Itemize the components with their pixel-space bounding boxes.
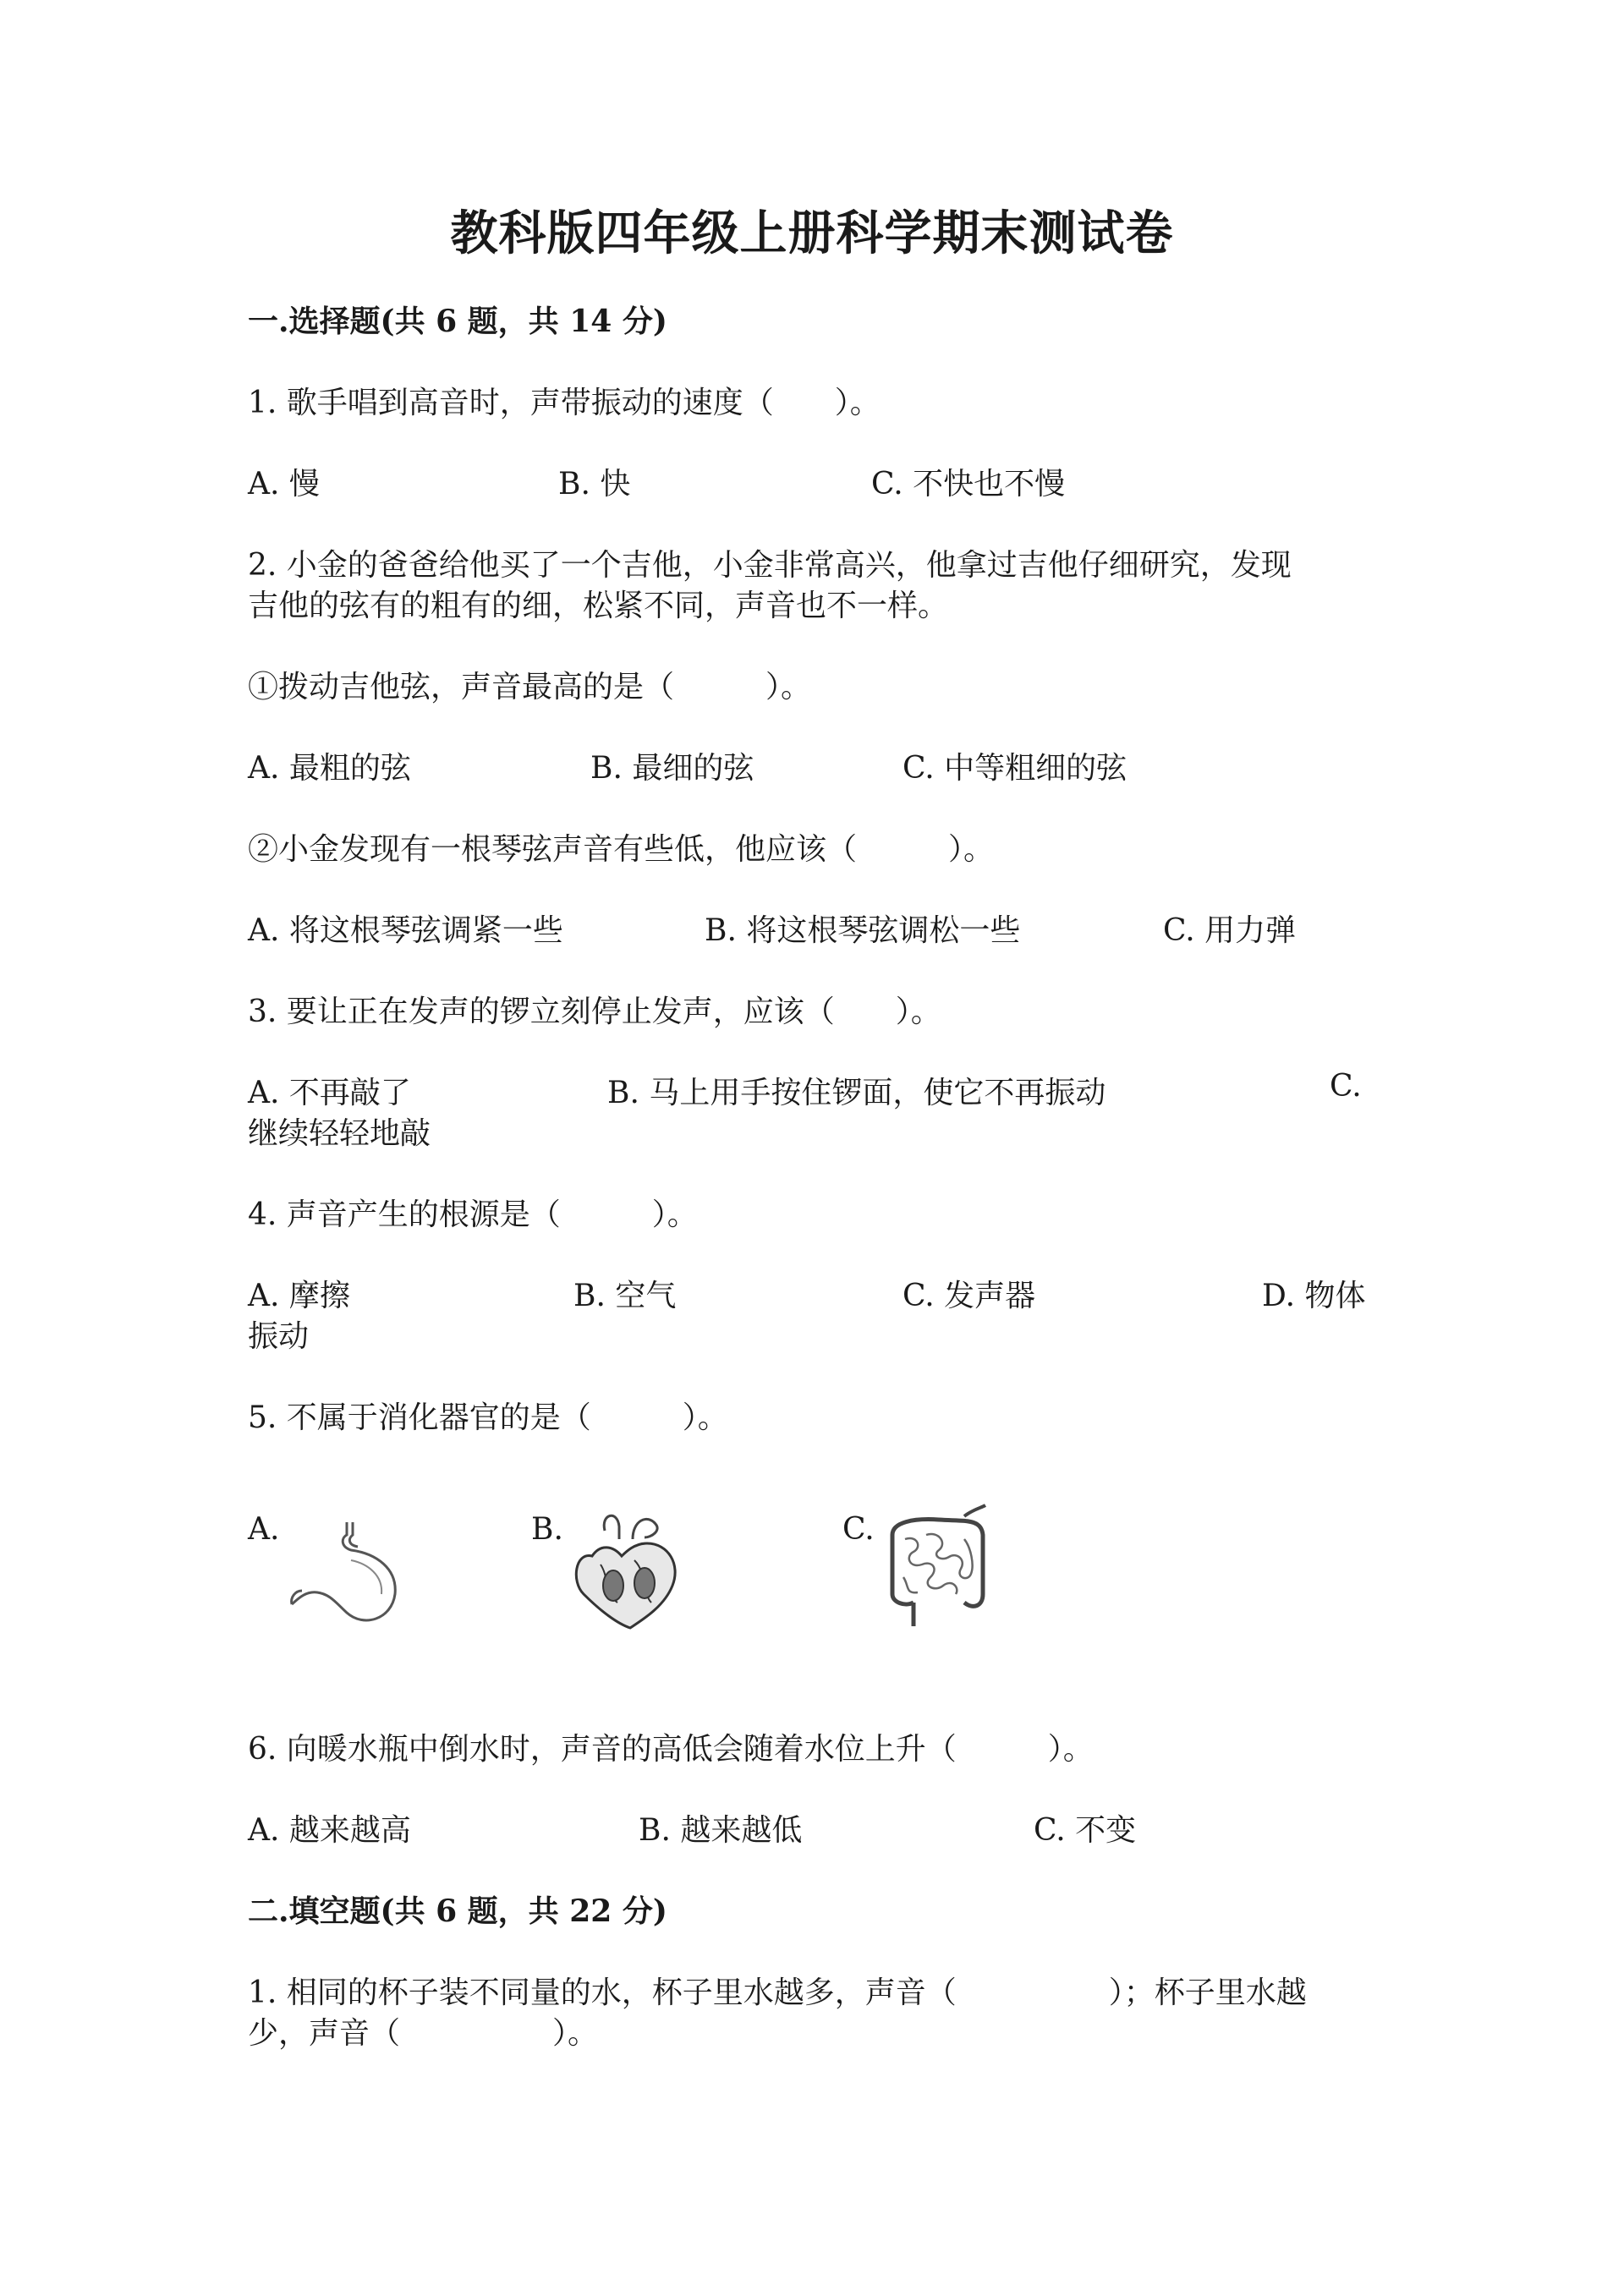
- q3-option-c-label: C.: [1330, 1069, 1362, 1104]
- q2-sub1-option-a: A. 最粗的弦: [248, 751, 411, 786]
- q6-option-b: B. 越来越低: [639, 1813, 803, 1848]
- question-1-stem: 1. 歌手唱到高音时，声带振动的速度（ ）。: [248, 386, 881, 420]
- q4-option-d-label: D. 物体: [1262, 1279, 1366, 1313]
- question-2-stem-line1: 2. 小金的爸爸给他买了一个吉他，小金非常高兴，他拿过吉他仔细研究，发现: [248, 548, 1292, 583]
- question-5-stem: 5. 不属于消化器官的是（ ）。: [248, 1400, 728, 1435]
- q6-option-a: A. 越来越高: [248, 1813, 411, 1848]
- q5-option-c-label: C.: [842, 1512, 875, 1547]
- question-2-sub2-stem: ②小金发现有一根琴弦声音有些低，他应该（ ）。: [248, 832, 995, 867]
- question-2-stem-line2: 吉他的弦有的粗有的细，松紧不同，声音也不一样。: [248, 589, 949, 623]
- q5-option-a-label: A.: [248, 1512, 280, 1547]
- q4-option-b: B. 空气: [573, 1279, 677, 1313]
- q1-option-c: C. 不快也不慢: [871, 467, 1066, 501]
- q4-option-d-text: 振动: [248, 1319, 310, 1354]
- heart-icon: [567, 1505, 685, 1632]
- q4-option-a: A. 摩擦: [248, 1279, 350, 1313]
- q2-sub1-option-c: C. 中等粗细的弦: [903, 751, 1127, 786]
- section-heading-choice: 一.选择题(共 6 题，共 14 分): [248, 304, 667, 339]
- question-2-sub1-stem: ①拨动吉他弦，声音最高的是（ ）。: [248, 670, 812, 704]
- q2-sub2-option-b: B. 将这根琴弦调松一些: [705, 913, 1021, 948]
- fill-question-1-line1: 1. 相同的杯子装不同量的水，杯子里水越多，声音（ ）；杯子里水越: [248, 1975, 1307, 2010]
- q2-sub1-option-b: B. 最细的弦: [590, 751, 754, 786]
- section-heading-fill-blank: 二.填空题(共 6 题，共 22 分): [248, 1893, 667, 1929]
- q4-option-c: C. 发声器: [903, 1279, 1036, 1313]
- question-4-stem: 4. 声音产生的根源是（ ）。: [248, 1197, 698, 1232]
- q3-option-b: B. 马上用手按住锣面，使它不再振动: [607, 1076, 1106, 1110]
- q5-option-b-label: B.: [531, 1512, 563, 1547]
- fill-question-1-line2: 少，声音（ ）。: [248, 2016, 599, 2051]
- question-6-stem: 6. 向暖水瓶中倒水时，声音的高低会随着水位上升（ ）。: [248, 1732, 1094, 1767]
- intestine-icon: [880, 1501, 998, 1628]
- q3-option-c-text: 继续轻轻地敲: [248, 1116, 431, 1151]
- q2-sub2-option-c: C. 用力弹: [1163, 913, 1297, 948]
- q1-option-a: A. 慢: [248, 467, 320, 501]
- page-title: 教科版四年级上册科学期末测试卷: [450, 205, 1174, 261]
- question-3-stem: 3. 要让正在发声的锣立刻停止发声，应该（ ）。: [248, 995, 941, 1029]
- q1-option-b: B. 快: [558, 467, 631, 501]
- q2-sub2-option-a: A. 将这根琴弦调紧一些: [248, 913, 563, 948]
- q3-option-a: A. 不再敲了: [248, 1076, 411, 1110]
- stomach-icon: [283, 1510, 410, 1628]
- q6-option-c: C. 不变: [1034, 1813, 1137, 1848]
